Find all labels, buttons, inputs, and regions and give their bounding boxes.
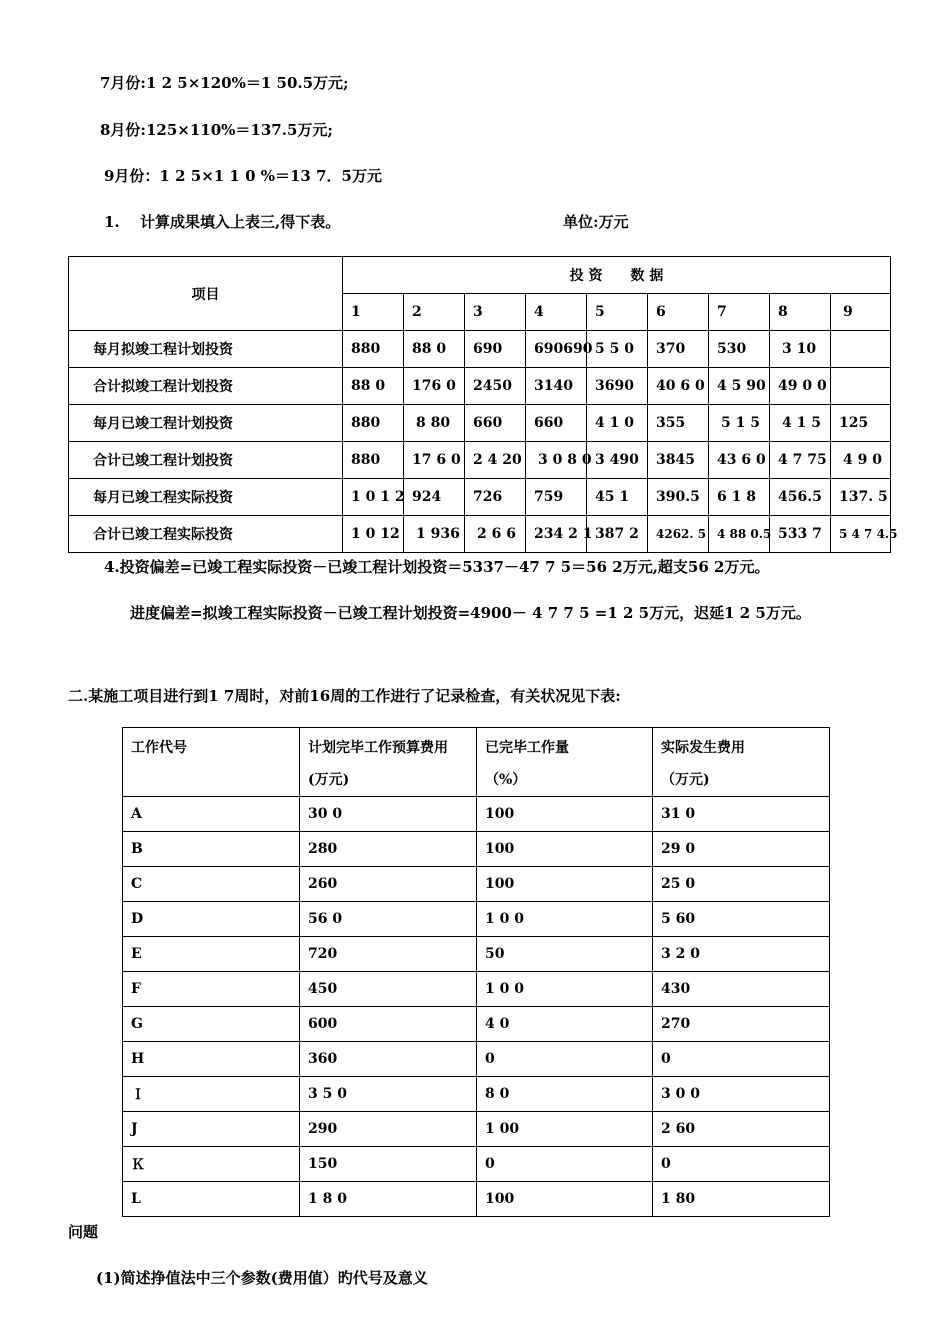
table-cell: 5 60 [653, 902, 830, 937]
table-cell: 5 4 7 4.5 [831, 516, 891, 553]
table-row [123, 1042, 830, 1077]
table-cell: 40 6 0 [648, 368, 709, 405]
column-header [123, 728, 300, 797]
question-heading: 问题 [68, 1223, 99, 1241]
table-cell: 30 0 [300, 797, 477, 832]
table-cell: 3 10 [770, 331, 831, 368]
work-code-cell: L [123, 1182, 300, 1217]
table-cell: 880 [343, 331, 404, 368]
table-cell: 759 [526, 479, 587, 516]
table-cell: 4 1 5 [770, 405, 831, 442]
table-cell: 0 [477, 1147, 653, 1182]
table-row [69, 331, 891, 368]
column-header [300, 728, 477, 797]
table-cell: 3 0 8 0 [526, 442, 587, 479]
table-cell: 29 0 [653, 832, 830, 867]
table-cell: 100 [477, 832, 653, 867]
table-cell: 360 [300, 1042, 477, 1077]
table-cell: 2 6 6 [465, 516, 526, 553]
table-cell: 1 0 12 [343, 516, 404, 553]
row-label: 每月已竣工程计划投资 [69, 405, 343, 442]
row-label: 合计拟竣工程计划投资 [69, 368, 343, 405]
table-cell: 720 [300, 937, 477, 972]
table-row [69, 516, 891, 553]
july-calc: 7月份:1 2 5×120%＝1 50.5万元; [100, 74, 349, 92]
header-line-2: （万元) [661, 772, 710, 788]
table-row [123, 972, 830, 1007]
table-row [69, 479, 891, 516]
table-cell: 1 8 0 [300, 1182, 477, 1217]
table-cell: 4 5 90 [709, 368, 770, 405]
table-cell: 270 [653, 1007, 830, 1042]
table-cell: 25 0 [653, 867, 830, 902]
table-cell: 100 [477, 867, 653, 902]
work-code-cell: Ｋ [123, 1147, 300, 1182]
table-cell: 5 5 0 [587, 331, 648, 368]
table-cell: 3 2 0 [653, 937, 830, 972]
header-line-2: （%） [485, 772, 527, 788]
table-cell: 530 [709, 331, 770, 368]
column-header [477, 728, 653, 797]
table-cell: 2450 [465, 368, 526, 405]
work-code-cell: B [123, 832, 300, 867]
table-cell: 4262. 5 [648, 516, 709, 553]
item-1-number: 1. [104, 213, 120, 231]
month-header: 6 [648, 294, 709, 331]
table-row [123, 797, 830, 832]
table-cell: 1 80 [653, 1182, 830, 1217]
table-cell: 125 [831, 405, 891, 442]
work-code-cell: J [123, 1112, 300, 1147]
table-cell: 260 [300, 867, 477, 902]
table-cell: 3140 [526, 368, 587, 405]
table-row [123, 902, 830, 937]
table-cell: 880 [343, 442, 404, 479]
cost-deviation-text: 4.投资偏差=已竣工程实际投资－已竣工程计划投资＝5337－47 7 5＝56 2万元,超支56 2万元。 [104, 558, 770, 576]
table-cell: 450 [300, 972, 477, 1007]
table-cell: 726 [465, 479, 526, 516]
work-code-cell: F [123, 972, 300, 1007]
work-check-table [122, 727, 830, 1217]
row-label: 每月拟竣工程计划投资 [69, 331, 343, 368]
table-cell [831, 331, 891, 368]
table-cell: 4 88 0.5 [709, 516, 770, 553]
table-cell: 3 490 [587, 442, 648, 479]
table-cell: 4 1 0 [587, 405, 648, 442]
table-cell: 1 00 [477, 1112, 653, 1147]
header-line-1: 工作代号 [131, 740, 187, 756]
table-cell: 370 [648, 331, 709, 368]
table-header-row [123, 728, 830, 797]
table-cell: 355 [648, 405, 709, 442]
table-row [69, 405, 891, 442]
table-cell: 8 0 [477, 1077, 653, 1112]
table-row [123, 1182, 830, 1217]
table-cell: 4 0 [477, 1007, 653, 1042]
table-cell: 1 0 0 [477, 972, 653, 1007]
table-row [123, 867, 830, 902]
table-cell: 690690 [526, 331, 587, 368]
table-cell [831, 368, 891, 405]
table-cell: 1 0 0 [477, 902, 653, 937]
table-cell: 100 [477, 1182, 653, 1217]
section-2-heading: 二.某施工项目进行到1 7周时，对前16周的工作进行了记录检查，有关状况见下表: [68, 687, 621, 705]
table-cell: 56 0 [300, 902, 477, 937]
table-row [123, 1147, 830, 1182]
table-cell: 533 7 [770, 516, 831, 553]
table-cell: 690 [465, 331, 526, 368]
header-line-1: 实际发生费用 [661, 740, 745, 756]
table-cell: 280 [300, 832, 477, 867]
table-cell: 88 0 [343, 368, 404, 405]
table-row [69, 368, 891, 405]
row-label: 每月已竣工程实际投资 [69, 479, 343, 516]
table-cell: 137. 5 [831, 479, 891, 516]
table-cell: 31 0 [653, 797, 830, 832]
unit-label: 单位:万元 [563, 213, 629, 231]
item-header: 项目 [69, 257, 343, 331]
investment-data-table [68, 256, 898, 553]
table-row [123, 937, 830, 972]
row-label: 合计已竣工程计划投资 [69, 442, 343, 479]
table-cell: 234 2 1 [526, 516, 587, 553]
table-cell: 100 [477, 797, 653, 832]
august-calc: 8月份:125×110%＝137.5万元; [100, 121, 333, 139]
table-cell: 1 0 1 2 [343, 479, 404, 516]
month-header: 9 [831, 294, 891, 331]
work-code-cell: D [123, 902, 300, 937]
table-row [123, 1112, 830, 1147]
month-header: 4 [526, 294, 587, 331]
table-cell: 43 6 0 [709, 442, 770, 479]
month-header: 2 [404, 294, 465, 331]
month-header: 1 [343, 294, 404, 331]
table-cell: 49 0 0 [770, 368, 831, 405]
row-label: 合计已竣工程实际投资 [69, 516, 343, 553]
table-cell: 0 [477, 1042, 653, 1077]
header-line-1: 已完毕工作量 [485, 740, 569, 756]
table-row [69, 442, 891, 479]
work-code-cell: E [123, 937, 300, 972]
column-header [653, 728, 830, 797]
month-header: 8 [770, 294, 831, 331]
investment-data-header: 投 资 数 据 [343, 257, 891, 294]
work-code-cell: C [123, 867, 300, 902]
item-1-text: 计算成果填入上表三,得下表。 [140, 213, 341, 231]
header-line-2: (万元) [308, 772, 350, 788]
work-code-cell: H [123, 1042, 300, 1077]
table-cell: 8 80 [404, 405, 465, 442]
schedule-deviation-text: 进度偏差=拟竣工程实际投资－已竣工程计划投资=4900－ 4 7 7 5 =1 2 5万元，迟延1 2 5万元。 [130, 604, 811, 622]
september-calc: 9月份：1 2 5×1 1 0 %＝13 7．5万元 [104, 167, 382, 185]
work-code-cell: A [123, 797, 300, 832]
table-cell: 924 [404, 479, 465, 516]
table-cell: 430 [653, 972, 830, 1007]
table-cell: 150 [300, 1147, 477, 1182]
table-cell: 390.5 [648, 479, 709, 516]
table-cell: 0 [653, 1042, 830, 1077]
month-header: 7 [709, 294, 770, 331]
table-cell: 176 0 [404, 368, 465, 405]
table-cell: 456.5 [770, 479, 831, 516]
question-1: (1)简述挣值法中三个参数(费用值）旳代号及意义 [96, 1269, 428, 1287]
table-cell: 3 5 0 [300, 1077, 477, 1112]
table-cell: 880 [343, 405, 404, 442]
table-row [123, 1007, 830, 1042]
table-cell: 600 [300, 1007, 477, 1042]
table-cell: 50 [477, 937, 653, 972]
table-cell: 45 1 [587, 479, 648, 516]
work-code-cell: Ｉ [123, 1077, 300, 1112]
table-cell: 3 0 0 [653, 1077, 830, 1112]
table-cell: 4 9 0 [831, 442, 891, 479]
table-cell: 660 [526, 405, 587, 442]
table-cell: 2 60 [653, 1112, 830, 1147]
table-cell: 3690 [587, 368, 648, 405]
month-header: 5 [587, 294, 648, 331]
table-cell: 17 6 0 [404, 442, 465, 479]
table-cell: 4 7 75 [770, 442, 831, 479]
table-cell: 2 4 20 [465, 442, 526, 479]
table-row [123, 1077, 830, 1112]
table-cell: 660 [465, 405, 526, 442]
table-cell: 1 936 [404, 516, 465, 553]
table-cell: 88 0 [404, 331, 465, 368]
table-cell: 0 [653, 1147, 830, 1182]
table-cell: 387 2 [587, 516, 648, 553]
table-row [123, 832, 830, 867]
table-cell: 290 [300, 1112, 477, 1147]
month-header: 3 [465, 294, 526, 331]
work-code-cell: G [123, 1007, 300, 1042]
table-cell: 5 1 5 [709, 405, 770, 442]
table-cell: 3845 [648, 442, 709, 479]
table-cell: 6 1 8 [709, 479, 770, 516]
header-line-1: 计划完毕工作预算费用 [308, 740, 448, 756]
